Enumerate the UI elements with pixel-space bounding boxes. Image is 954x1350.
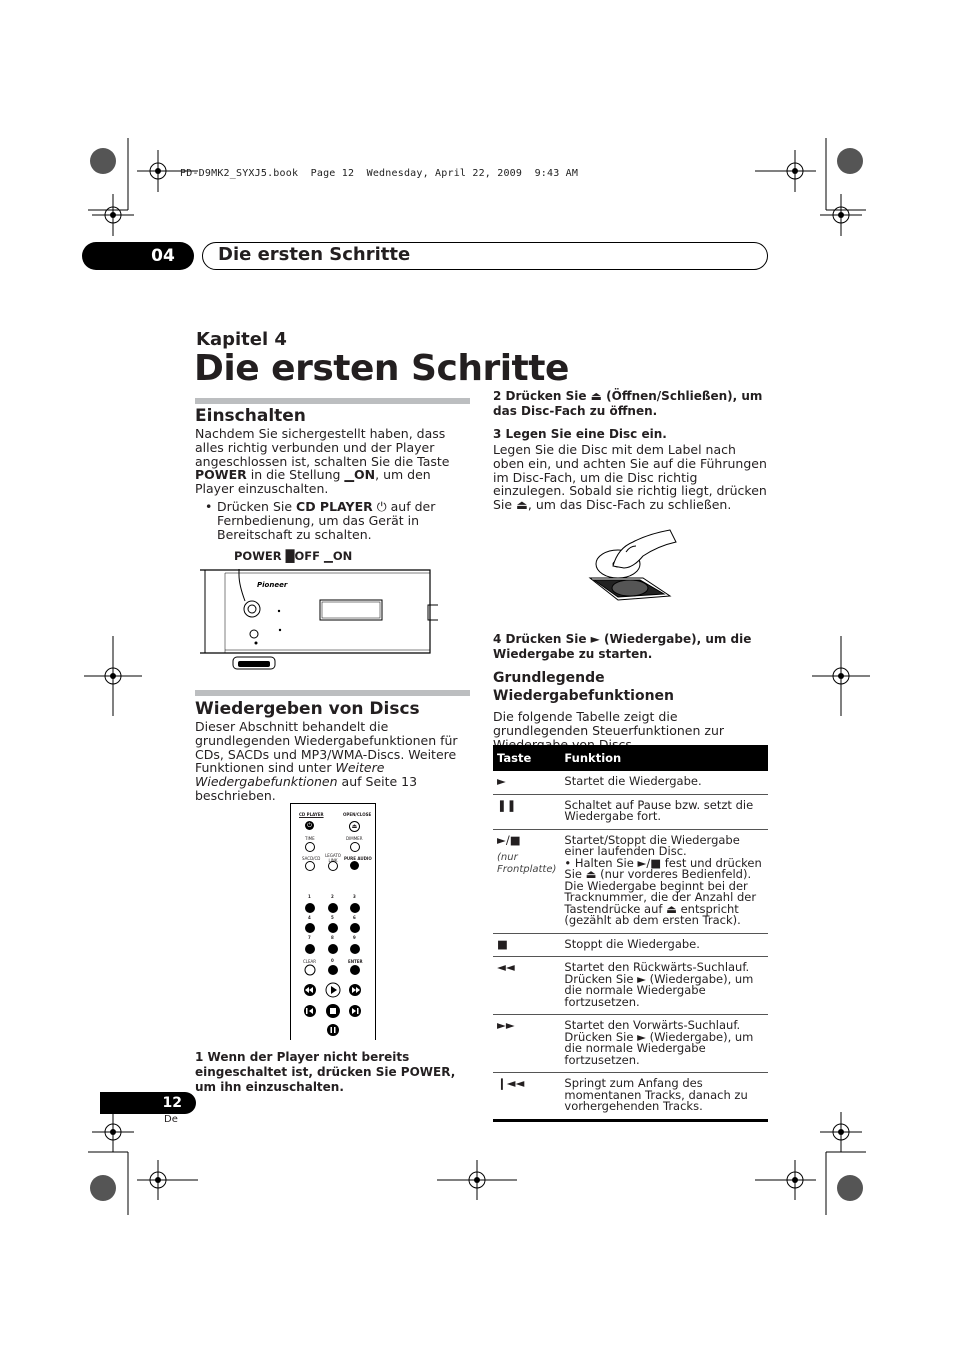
power-term: POWER <box>195 467 247 483</box>
previous-track-key-icon: ❙◄◄ <box>497 1076 525 1090</box>
einschalten-text-a: Nachdem Sie sichergestellt haben, dass alles richtig verbunden und der Player angeschlossen ist, schalten Sie die Taste <box>195 426 450 469</box>
rewind-key-icon: ◄◄ <box>497 960 515 974</box>
wiedergeben-link-text: Weitere Wiedergabefunktionen <box>195 760 385 790</box>
on-term: ON <box>354 467 376 483</box>
remote-digit-5: 5 <box>331 915 334 920</box>
remote-digit-6: 6 <box>353 915 356 920</box>
table-func-cell: Stoppt die Wiedergabe. <box>560 933 768 957</box>
page-number: 12 <box>162 1095 182 1111</box>
pause-key-icon: ❚❚ <box>497 797 517 812</box>
remote-digit-0: 0 <box>331 958 334 963</box>
standby-power-icon: ⏻ <box>376 499 387 514</box>
page-title: Die ersten Schritte <box>194 348 569 389</box>
remote-digit-2: 2 <box>331 894 334 899</box>
heading-wiedergeben: Wiedergeben von Discs <box>195 699 420 719</box>
step-1: 1 Wenn der Player nicht bereits eingeschaltet ist, drücken Sie POWER, um ihn einzuschalten. <box>195 1050 456 1094</box>
front-panel-illustration <box>195 565 445 675</box>
einschalten-paragraph <box>195 427 473 496</box>
remote-open-close-label: OPEN/CLOSE <box>343 812 372 817</box>
remote-digit-7: 7 <box>308 935 311 940</box>
table-row <box>493 933 768 957</box>
book-file-line: PD-D9MK2_SYXJ5.book Page 12 Wednesday, April 22, 2009 9:43 AM <box>180 168 579 179</box>
wiedergeben-text-a: Dieser Abschnitt behandelt die grundlegenden Wiedergabefunktionen für CDs, SACDs und MP3/WMA-Discs. Weitere Funktionen sind unter <box>195 719 458 776</box>
section-rule-wiedergeben <box>195 690 470 696</box>
table-func-cell: Springt zum Anfang des momentanen Tracks, danach zu vorhergehenden Tracks. <box>560 1073 768 1121</box>
page-language: De <box>164 1114 178 1125</box>
chapter-number: 04 <box>151 246 175 266</box>
wiedergeben-text-b: auf Seite 13 beschrieben. <box>195 774 418 803</box>
table-row <box>493 771 768 794</box>
cd-player-term: CD PLAYER <box>296 499 373 514</box>
remote-digit-9: 9 <box>353 935 356 940</box>
table-col-func: Funktion <box>560 745 768 771</box>
table-key-cell <box>493 957 560 1015</box>
remote-pure-audio-label: PURE AUDIO <box>344 856 372 861</box>
figure-power-label <box>234 549 352 563</box>
table-func-cell: Startet den Rückwärts-Suchlauf. Drücken Sie ► (Wiedergabe), um die normale Wiedergabe fortzusetzen. <box>560 957 768 1015</box>
wiedergeben-paragraph <box>195 720 473 803</box>
remote-time-label: TIME <box>305 836 315 841</box>
section-rule-einschalten <box>195 398 470 404</box>
table-key-cell <box>493 771 560 794</box>
remote-eject-button: ⏏ <box>349 821 360 832</box>
table-row <box>493 829 768 933</box>
table-func-cell: Schaltet auf Pause bzw. setzt die Wiedergabe fort. <box>560 794 768 829</box>
grundlegende-intro: Die folgende Tabelle zeigt die grundlegenden Steuerfunktionen zur <box>493 709 724 738</box>
heading-grundlegende: Grundlegende Wiedergabefunktionen <box>493 670 675 704</box>
step-4: 4 Drücken Sie ► (Wiedergabe), um die Wiedergabe zu starten. <box>493 632 752 661</box>
step-3-body: Legen Sie die Disc mit dem Label nach oben ein, und achten Sie auf die Führungen im Disc-Fach, um die Disc richtig einzulegen. Sobald sie richtig liegt, drücken Sie ⏏, um das Disc-Fach zu schließen. <box>493 442 767 513</box>
disc-insert-illustration <box>588 528 678 608</box>
table-func-cell: Startet die Wiedergabe. <box>560 771 768 794</box>
table-key-cell <box>493 829 560 933</box>
remote-clear-label: CLEAR <box>303 959 317 964</box>
remote-control-illustration <box>290 803 376 1040</box>
svg-text:Pioneer: Pioneer <box>257 581 288 589</box>
table-row <box>493 794 768 829</box>
remote-digit-3: 3 <box>353 894 356 899</box>
table-header-row <box>493 745 768 771</box>
remote-dimmer-label: DIMMER <box>346 836 363 841</box>
remote-enter-label: ENTER <box>348 959 363 964</box>
stop-key-icon: ■ <box>497 936 508 951</box>
bullet-text-a: Drücken Sie <box>217 499 293 514</box>
on-position-icon: ▁ <box>344 467 355 483</box>
fast-forward-key-icon: ►► <box>497 1018 515 1032</box>
table-key-cell <box>493 1073 560 1121</box>
remote-digit-4: 4 <box>308 915 311 920</box>
table-key-cell <box>493 933 560 957</box>
fig-power: POWER <box>234 549 282 563</box>
table-row <box>493 1015 768 1073</box>
table-key-note: (nur Frontplatte) <box>497 852 557 875</box>
table-func-cell: Startet den Vorwärts-Suchlauf. Drücken Sie ► (Wiedergabe), um die normale Wiedergabe fortzusetzen. <box>560 1015 768 1073</box>
step-3-heading: 3 Legen Sie eine Disc ein. <box>493 427 667 441</box>
remote-cd-player-label: CD PLAYER <box>299 812 324 817</box>
remote-legato-label: LEGATO LINK <box>325 853 341 863</box>
play-stop-key-icon: ►/■ <box>497 832 521 847</box>
chapter-number-badge <box>82 242 194 270</box>
bullet-text-b: auf der Fernbedienung, um das Gerät in Bereitschaft zu schalten. <box>217 499 436 542</box>
table-row <box>493 1073 768 1121</box>
einschalten-bullet <box>205 500 465 541</box>
remote-digit-1: 1 <box>308 894 311 899</box>
table-col-key: Taste <box>493 745 560 771</box>
table-row <box>493 957 768 1015</box>
step-2: 2 Drücken Sie ⏏ (Öffnen/Schließen), um das Disc-Fach zu öffnen. <box>493 389 763 418</box>
bullet-icon: • <box>205 499 213 514</box>
fig-off: OFF <box>294 549 320 563</box>
page-number-badge <box>100 1092 196 1114</box>
table-key-cell <box>493 794 560 829</box>
chapter-header-title: Die ersten Schritte <box>218 244 411 265</box>
einschalten-text-b: in die Stellung <box>250 467 341 483</box>
remote-digit-8: 8 <box>331 935 334 940</box>
remote-power-button: ⏻ <box>305 821 314 830</box>
einschalten-text-c: , um den Player einzuschalten. <box>195 467 431 497</box>
heading-einschalten: Einschalten <box>195 406 306 426</box>
table-func-cell: Startet/Stoppt die Wiedergabe einer laufenden Disc. • Halten Sie ►/■ fest und drücken Sie ⏏ (nur vorderes Bedienfeld). Die Wiedergabe beginnt bei der Tracknummer, die der Anzahl der Tastendrücke auf ⏏ entspricht (gezählt ab dem ersten Track). <box>560 829 768 933</box>
play-key-icon: ► <box>497 774 506 788</box>
table-key-cell <box>493 1015 560 1073</box>
remote-sacd-label: SACD/CD <box>302 856 321 861</box>
chapter-label: Kapitel 4 <box>196 329 287 350</box>
function-table <box>493 745 768 1122</box>
on-position-icon-fig: ▁ <box>324 549 333 563</box>
remote-buttons-icon <box>291 804 375 1040</box>
fig-on: ON <box>332 549 353 563</box>
off-position-icon: █ <box>285 549 295 563</box>
